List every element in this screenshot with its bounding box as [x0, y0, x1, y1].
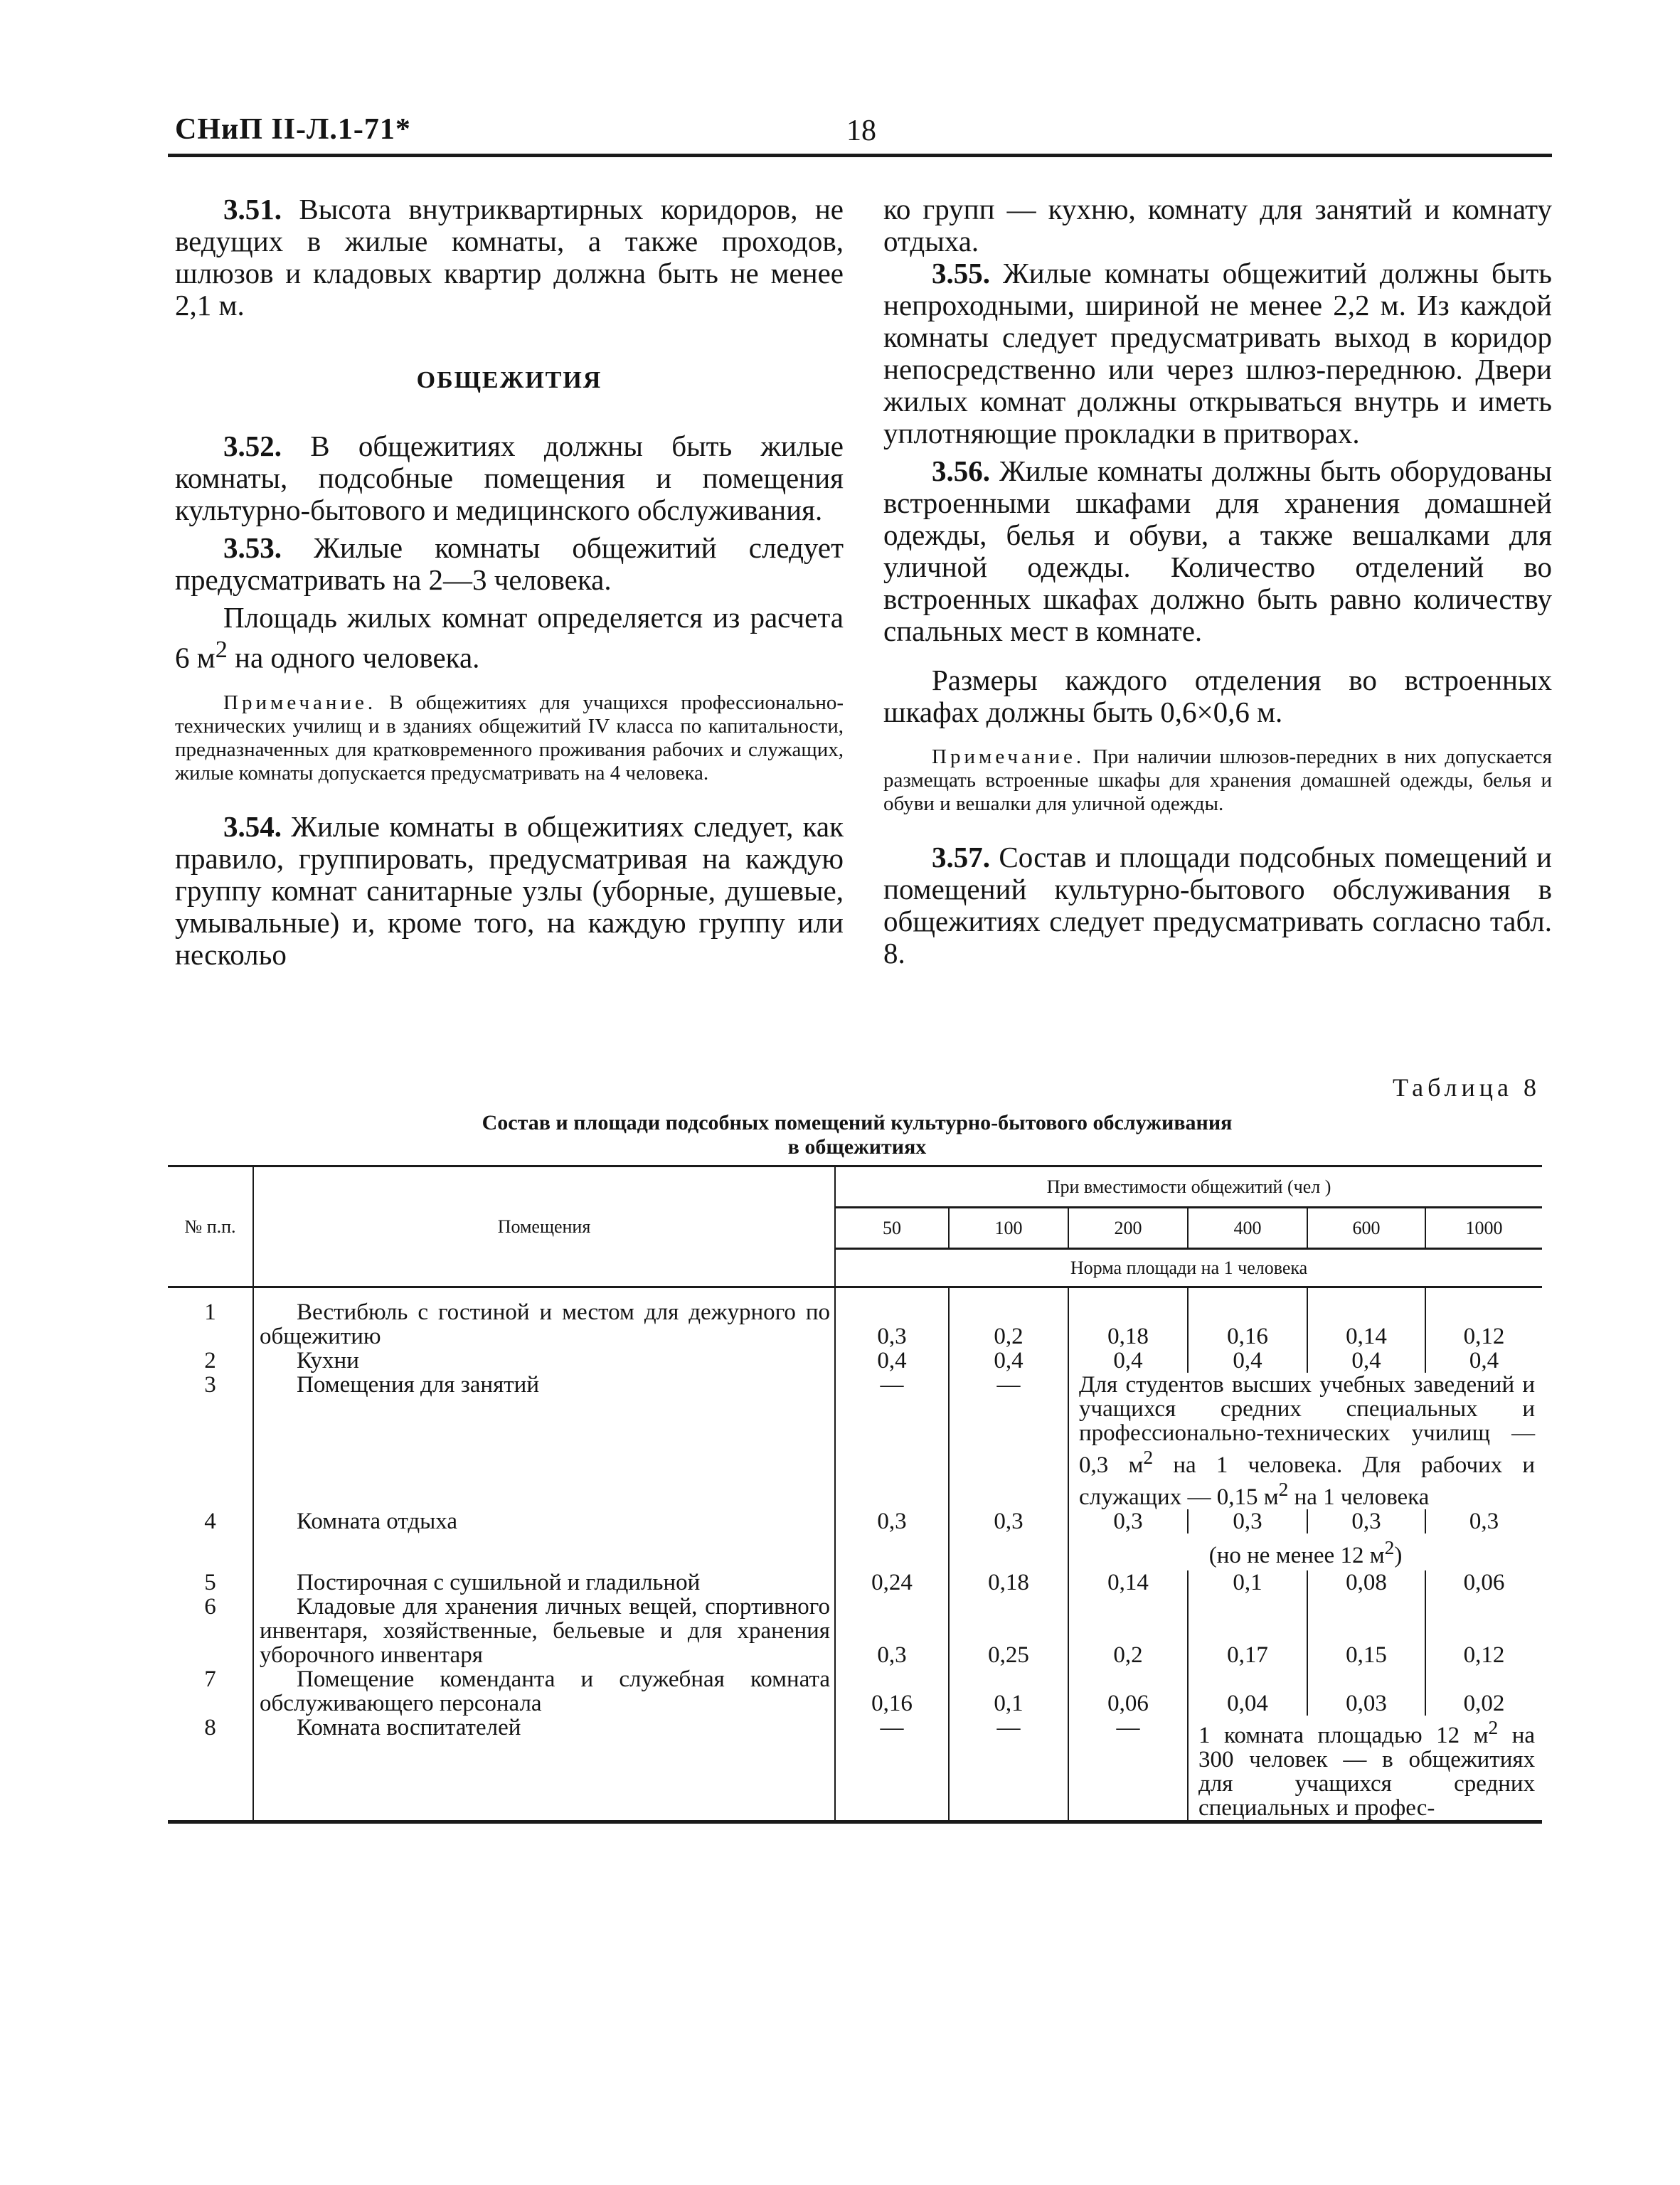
table-row [168, 1716, 1542, 1822]
paragraph-text: Высота внутриквартирных коридоров, не ведущих в жилые комнаты, а также проходов, шлюзов и кладовых квартир должна быть не менее 2,1 м. [175, 193, 844, 321]
table-title-line: Состав и площади подсобных помещений культурно-бытового обслуживания [482, 1111, 1233, 1134]
row-number: 6 [168, 1595, 253, 1667]
table-row [168, 1300, 1542, 1349]
page-number: 18 [846, 115, 876, 147]
table-row [168, 1570, 1542, 1595]
row-value: 0,08 [1307, 1570, 1425, 1595]
table-row [168, 1595, 1542, 1667]
right-column [883, 193, 1552, 969]
row-value: 0,1 [1188, 1570, 1307, 1595]
row-name: Постирочная с сушильной и гладильной [297, 1569, 701, 1595]
row-value: 0,02 [1463, 1690, 1505, 1716]
row-value: — [1068, 1716, 1188, 1822]
row-name: Комната воспитателей [297, 1714, 521, 1740]
note-text: В общежитиях для учащихся профессионально-технических училищ и в зданиях общежитий IV класса по капитальности, предназначенных для кратковременного проживания рабочих и служащих, жилые комнаты допускается предусматривать на 4 человека. [175, 691, 844, 785]
row-value: 0,3 [1068, 1509, 1188, 1533]
table-row [168, 1373, 1542, 1509]
superscript: 2 [1488, 1716, 1499, 1738]
row-value: 0,03 [1307, 1667, 1425, 1716]
note-label: Примечание. [932, 745, 1085, 768]
row-value: 0,06 [1463, 1569, 1505, 1595]
paragraph-text: Жилые комнаты общежитий следует предусматривать на 2—3 человека. [175, 531, 844, 596]
row-name: Комната отдыха [297, 1508, 458, 1534]
paragraph-3-53-area [175, 602, 844, 674]
header-number: № п.п. [168, 1166, 253, 1287]
paragraph-3-56 [883, 455, 1552, 647]
paragraph-3-56-sizes: Размеры каждого отделения во встроенных шкафах должны быть 0,6×0,6 м. [883, 664, 1552, 728]
row-value: — [949, 1373, 1068, 1509]
row-value: 0,4 [1469, 1347, 1499, 1373]
paragraph-text: Состав и площади подсобных помещений и помещений культурно-бытового обслуживания в общежитиях следует предусматривать согласно табл. 8. [883, 841, 1552, 969]
row-value: 0,15 [1307, 1595, 1425, 1667]
row-value: 0,04 [1188, 1667, 1307, 1716]
table-row [168, 1509, 1542, 1533]
note-part: (но не менее 12 м [1208, 1543, 1385, 1568]
span-text-part: Для студентов высших учебных заведений и учащихся средних специальных и профессионально-технических училищ — 0,3 м [1079, 1371, 1536, 1478]
row-name: Кухни [297, 1347, 359, 1373]
paragraph-number: 3.54. [223, 809, 282, 843]
header-capacity-value: 1000 [1425, 1208, 1542, 1249]
document-code: СНиП II-Л.1-71* [175, 113, 411, 146]
superscript: 2 [215, 637, 228, 663]
header-rooms: Помещения [253, 1166, 835, 1287]
table-row [168, 1667, 1542, 1716]
row-value: 0,24 [835, 1570, 949, 1595]
left-column [175, 193, 844, 971]
row-value: 0,4 [1188, 1349, 1307, 1373]
row-value: — [949, 1716, 1068, 1822]
header-capacity-value: 400 [1188, 1208, 1307, 1249]
paragraph-text: Жилые комнаты в общежитиях следует, как правило, группировать, предусматривая на каждую группу комнат санитарные узлы (уборные, душевые, умывальные) и, кроме того, на каждую группу или нескольо [175, 809, 844, 971]
row-number: 4 [168, 1509, 253, 1533]
header-rule [168, 154, 1552, 157]
row-number: 8 [168, 1716, 253, 1822]
row-extra-note [1068, 1533, 1542, 1570]
row-value: — [835, 1716, 949, 1822]
row-name: Помещение коменданта и служебная комната обслуживающего персонала [260, 1666, 830, 1716]
header-capacity: При вместимости общежитий (чел ) [835, 1166, 1542, 1208]
row-value: 0,4 [835, 1349, 949, 1373]
paragraph-text: Площадь жилых комнат определяется из расчета 6 м [175, 601, 844, 674]
row-value: 0,1 [949, 1667, 1068, 1716]
paragraph-3-51 [175, 193, 844, 321]
table-title [171, 1111, 1543, 1159]
superscript: 2 [1278, 1477, 1289, 1500]
note-text: При наличии шлюзов-передних в них допускается размещать встроенные шкафы для хранения домашней одежды, белья и обуви и вешалки для уличной одежды. [883, 745, 1552, 815]
row-span-text [1188, 1716, 1542, 1822]
row-number: 2 [168, 1349, 253, 1373]
row-value: 0,3 [1469, 1508, 1499, 1534]
row-value: 0,14 [1068, 1570, 1188, 1595]
row-value: 0,2 [1068, 1595, 1188, 1667]
span-text-part: на 300 человек — в общежитиях для учащихся средних специальных и профес- [1198, 1722, 1536, 1821]
row-span-text [1068, 1373, 1542, 1509]
paragraph-number: 3.53. [223, 531, 282, 564]
row-name: Вестибюль с гостиной и местом для дежурного по общежитию [260, 1299, 830, 1349]
section-heading: ОБЩЕЖИТИЯ [416, 367, 602, 393]
row-value: 0,2 [949, 1300, 1068, 1349]
row-number: 3 [168, 1373, 253, 1509]
paragraph-3-54-continued: ко групп — кухню, комнату для занятий и комнату отдыха. [883, 193, 1552, 257]
paragraph-3-57 [883, 841, 1552, 969]
paragraph-text: Жилые комнаты общежитий должны быть непроходными, шириной не менее 2,2 м. Из каждой комнаты следует предусматривать выход в коридор непосредственно или через шлюз-переднюю. Двери жилых комнат должны открываться внутрь и иметь уплотняющие прокладки в притворах. [883, 257, 1552, 450]
paragraph-3-54 [175, 811, 844, 971]
row-number: 1 [168, 1300, 253, 1349]
paragraph-number: 3.55. [932, 257, 990, 289]
row-value: 0,3 [1307, 1509, 1425, 1533]
row-value: 0,16 [1188, 1300, 1307, 1349]
row-value: 0,12 [1463, 1642, 1505, 1668]
table-title-line: в общежитиях [787, 1135, 927, 1159]
note-part: ) [1394, 1543, 1403, 1568]
note-label: Примечание. [223, 691, 377, 714]
header-capacity-value: 100 [949, 1208, 1068, 1249]
row-number: 5 [168, 1570, 253, 1595]
paragraph-text: Жилые комнаты должны быть оборудованы встроенными шкафами для хранения домашней одежды, белья и обуви, а также вешалками для уличной одежды. Количество отделений во встроенных шкафах должно быть равно количеству спальных мест в комнате. [883, 454, 1552, 647]
table-caption: Таблица 8 [1393, 1073, 1541, 1102]
span-text-part: на 1 человека. Для рабочих и служащих — 0,15 м [1079, 1452, 1536, 1510]
paragraph-3-52 [175, 430, 844, 526]
paragraph-number: 3.57. [932, 841, 990, 873]
row-value: 0,18 [1068, 1300, 1188, 1349]
row-value: 0,3 [949, 1509, 1068, 1533]
paragraph-text: В общежитиях должны быть жилые комнаты, подсобные помещения и помещения культурно-бытового и медицинского обслуживания. [175, 430, 844, 526]
header-capacity-value: 200 [1068, 1208, 1188, 1249]
row-value: 0,3 [835, 1595, 949, 1667]
table-8 [168, 1165, 1542, 1824]
row-value: 0,25 [949, 1595, 1068, 1667]
row-number: 7 [168, 1667, 253, 1716]
row-value: — [835, 1373, 949, 1509]
row-value: 0,4 [1307, 1349, 1425, 1373]
span-text-part: 1 комната площадью 12 м [1198, 1722, 1489, 1748]
paragraph-text: на одного человека. [227, 641, 480, 674]
paragraph-number: 3.51. [223, 193, 282, 225]
row-value: 0,3 [835, 1300, 949, 1349]
row-name: Кладовые для хранения личных вещей, спортивного инвентаря, хозяйственные, бельевые и для хранения уборочного инвентаря [260, 1593, 830, 1668]
table-row [168, 1349, 1542, 1373]
row-value: 0,16 [835, 1667, 949, 1716]
row-value: 0,3 [1188, 1509, 1307, 1533]
paragraph-number: 3.56. [932, 454, 990, 487]
paragraph-number: 3.52. [223, 430, 282, 462]
row-value: 0,14 [1307, 1300, 1425, 1349]
header-norm: Норма площади на 1 человека [835, 1249, 1542, 1287]
row-value: 0,18 [949, 1570, 1068, 1595]
row-name: Помещения для занятий [297, 1371, 539, 1398]
row-value: 0,4 [1068, 1349, 1188, 1373]
row-value: 0,17 [1188, 1595, 1307, 1667]
header-capacity-value: 600 [1307, 1208, 1425, 1249]
superscript: 2 [1143, 1445, 1154, 1468]
note-2 [883, 745, 1552, 816]
row-value: 0,3 [835, 1509, 949, 1533]
note-1 [175, 691, 844, 785]
paragraph-3-53 [175, 532, 844, 596]
span-text-part: на 1 человека [1288, 1484, 1430, 1510]
row-value: 0,12 [1463, 1323, 1505, 1349]
superscript: 2 [1384, 1536, 1395, 1558]
row-value: 0,06 [1068, 1667, 1188, 1716]
header-capacity-value: 50 [835, 1208, 949, 1249]
row-value: 0,4 [949, 1349, 1068, 1373]
paragraph-3-55 [883, 257, 1552, 450]
